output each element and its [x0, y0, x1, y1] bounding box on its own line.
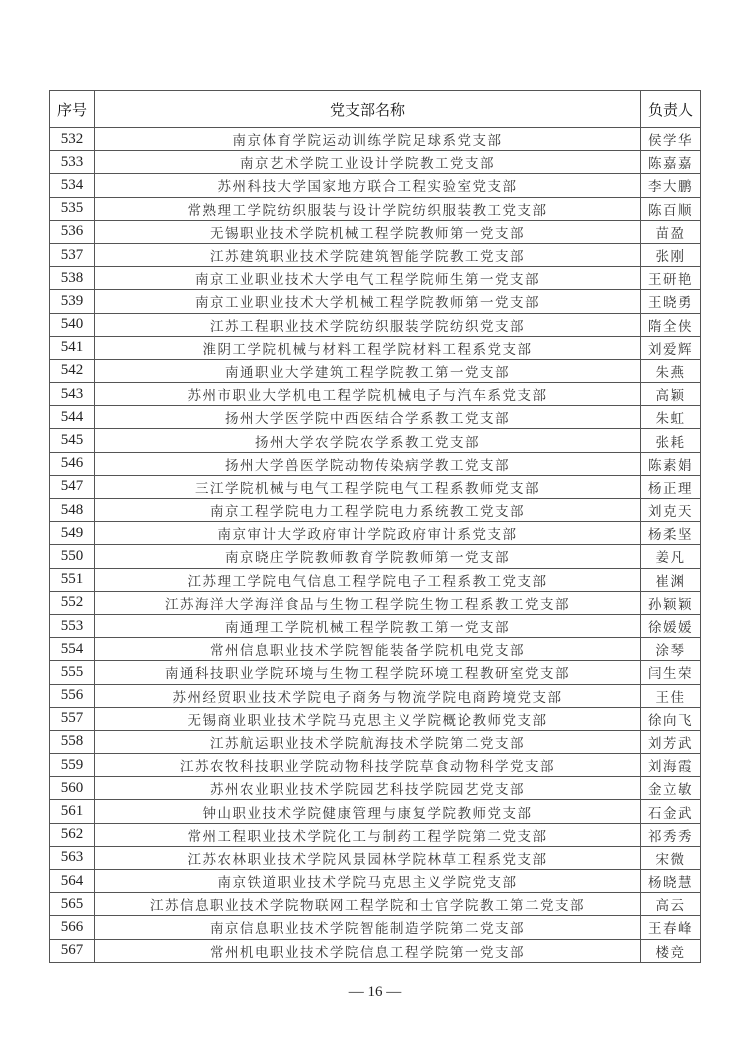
row-leader: 王春峰	[641, 916, 701, 939]
row-branch-name: 江苏工程职业技术学院纺织服装学院纺织党支部	[95, 313, 641, 336]
row-leader: 徐向飞	[641, 707, 701, 730]
row-branch-name: 三江学院机械与电气工程学院电气工程系教师党支部	[95, 475, 641, 498]
table-row	[50, 499, 701, 522]
table-row	[50, 870, 701, 893]
row-branch-name: 江苏航运职业技术学院航海技术学院第二党支部	[95, 730, 641, 753]
row-leader: 宋微	[641, 846, 701, 869]
row-index: 547	[50, 475, 95, 498]
table-row	[50, 452, 701, 475]
row-leader: 石金武	[641, 800, 701, 823]
row-index: 559	[50, 754, 95, 777]
row-index: 532	[50, 128, 95, 151]
row-leader: 朱燕	[641, 359, 701, 382]
table-row	[50, 522, 701, 545]
table-row	[50, 707, 701, 730]
row-leader: 杨柔坚	[641, 522, 701, 545]
row-index: 545	[50, 429, 95, 452]
row-leader: 王研艳	[641, 267, 701, 290]
row-branch-name: 常州信息职业技术学院智能装备学院机电党支部	[95, 638, 641, 661]
row-leader: 高颖	[641, 383, 701, 406]
row-leader: 刘芳武	[641, 730, 701, 753]
row-index: 541	[50, 336, 95, 359]
table-row	[50, 638, 701, 661]
row-branch-name: 南京工程学院电力工程学院电力系统教工党支部	[95, 499, 641, 522]
row-branch-name: 无锡职业技术学院机械工程学院教师第一党支部	[95, 220, 641, 243]
row-leader: 王晓勇	[641, 290, 701, 313]
row-leader: 闫生荣	[641, 661, 701, 684]
row-branch-name: 常州机电职业技术学院信息工程学院第一党支部	[95, 939, 641, 962]
table-row	[50, 730, 701, 753]
row-leader: 姜凡	[641, 545, 701, 568]
table-row	[50, 661, 701, 684]
row-index: 538	[50, 267, 95, 290]
row-branch-name: 南通理工学院机械工程学院教工第一党支部	[95, 614, 641, 637]
table-row	[50, 916, 701, 939]
table-row	[50, 614, 701, 637]
row-leader: 金立敏	[641, 777, 701, 800]
row-leader: 陈素娟	[641, 452, 701, 475]
row-index: 564	[50, 870, 95, 893]
table-row	[50, 406, 701, 429]
row-leader: 涂琴	[641, 638, 701, 661]
header-index: 序号	[50, 91, 95, 128]
table-row	[50, 290, 701, 313]
row-branch-name: 江苏海洋大学海洋食品与生物工程学院生物工程系教工党支部	[95, 591, 641, 614]
row-index: 561	[50, 800, 95, 823]
row-leader: 侯学华	[641, 128, 701, 151]
table-row	[50, 545, 701, 568]
table-row	[50, 800, 701, 823]
row-index: 548	[50, 499, 95, 522]
row-index: 552	[50, 591, 95, 614]
row-branch-name: 南京信息职业技术学院智能制造学院第二党支部	[95, 916, 641, 939]
table-row	[50, 846, 701, 869]
row-index: 551	[50, 568, 95, 591]
table-row	[50, 777, 701, 800]
row-leader: 隋全侠	[641, 313, 701, 336]
table-row	[50, 591, 701, 614]
table-row	[50, 220, 701, 243]
table-row	[50, 684, 701, 707]
table-row	[50, 313, 701, 336]
row-index: 542	[50, 359, 95, 382]
row-leader: 朱虹	[641, 406, 701, 429]
row-branch-name: 江苏信息职业技术学院物联网工程学院和士官学院教工第二党支部	[95, 893, 641, 916]
row-index: 558	[50, 730, 95, 753]
table-header-row	[50, 91, 701, 128]
row-index: 543	[50, 383, 95, 406]
party-branch-table	[49, 90, 701, 963]
row-leader: 高云	[641, 893, 701, 916]
row-branch-name: 南通科技职业学院环境与生物工程学院环境工程教研室党支部	[95, 661, 641, 684]
table-row	[50, 359, 701, 382]
row-leader: 张刚	[641, 243, 701, 266]
row-branch-name: 南京晓庄学院教师教育学院教师第一党支部	[95, 545, 641, 568]
table-row	[50, 429, 701, 452]
row-index: 563	[50, 846, 95, 869]
row-leader: 杨正理	[641, 475, 701, 498]
row-leader: 崔渊	[641, 568, 701, 591]
table-row	[50, 336, 701, 359]
row-index: 537	[50, 243, 95, 266]
row-index: 539	[50, 290, 95, 313]
row-branch-name: 扬州大学农学院农学系教工党支部	[95, 429, 641, 452]
row-leader: 李大鹏	[641, 174, 701, 197]
table-row	[50, 754, 701, 777]
table-row	[50, 197, 701, 220]
row-leader: 刘爱辉	[641, 336, 701, 359]
row-branch-name: 苏州市职业大学机电工程学院机械电子与汽车系党支部	[95, 383, 641, 406]
row-index: 567	[50, 939, 95, 962]
row-leader: 徐媛媛	[641, 614, 701, 637]
row-leader: 苗盈	[641, 220, 701, 243]
row-branch-name: 南京铁道职业技术学院马克思主义学院党支部	[95, 870, 641, 893]
row-branch-name: 常州工程职业技术学院化工与制药工程学院第二党支部	[95, 823, 641, 846]
row-leader: 刘克天	[641, 499, 701, 522]
header-branch-name: 党支部名称	[95, 91, 641, 128]
row-index: 554	[50, 638, 95, 661]
row-leader: 杨晓慧	[641, 870, 701, 893]
row-index: 550	[50, 545, 95, 568]
page-number: — 16 —	[348, 984, 402, 1000]
row-leader: 刘海霞	[641, 754, 701, 777]
row-branch-name: 常熟理工学院纺织服装与设计学院纺织服装教工党支部	[95, 197, 641, 220]
table-row	[50, 383, 701, 406]
row-index: 534	[50, 174, 95, 197]
row-branch-name: 南京工业职业技术大学电气工程学院师生第一党支部	[95, 267, 641, 290]
row-index: 535	[50, 197, 95, 220]
row-index: 560	[50, 777, 95, 800]
row-index: 540	[50, 313, 95, 336]
row-branch-name: 苏州农业职业技术学院园艺科技学院园艺党支部	[95, 777, 641, 800]
row-index: 546	[50, 452, 95, 475]
row-branch-name: 江苏建筑职业技术学院建筑智能学院教工党支部	[95, 243, 641, 266]
table-row	[50, 939, 701, 962]
row-index: 555	[50, 661, 95, 684]
row-branch-name: 无锡商业职业技术学院马克思主义学院概论教师党支部	[95, 707, 641, 730]
table-row	[50, 823, 701, 846]
row-index: 533	[50, 151, 95, 174]
row-branch-name: 淮阴工学院机械与材料工程学院材料工程系党支部	[95, 336, 641, 359]
row-index: 566	[50, 916, 95, 939]
table-row	[50, 151, 701, 174]
row-branch-name: 扬州大学兽医学院动物传染病学教工党支部	[95, 452, 641, 475]
row-branch-name: 南通职业大学建筑工程学院教工第一党支部	[95, 359, 641, 382]
row-branch-name: 江苏农林职业技术学院风景园林学院林草工程系党支部	[95, 846, 641, 869]
row-branch-name: 江苏农牧科技职业学院动物科技学院草食动物科学党支部	[95, 754, 641, 777]
row-branch-name: 江苏理工学院电气信息工程学院电子工程系教工党支部	[95, 568, 641, 591]
row-leader: 陈嘉嘉	[641, 151, 701, 174]
row-leader: 陈百顺	[641, 197, 701, 220]
table-row	[50, 243, 701, 266]
table-row	[50, 128, 701, 151]
row-index: 544	[50, 406, 95, 429]
row-index: 562	[50, 823, 95, 846]
row-branch-name: 南京体育学院运动训练学院足球系党支部	[95, 128, 641, 151]
row-index: 536	[50, 220, 95, 243]
table-row	[50, 174, 701, 197]
table-row	[50, 568, 701, 591]
table-body	[50, 128, 701, 963]
row-index: 549	[50, 522, 95, 545]
row-leader: 王佳	[641, 684, 701, 707]
row-index: 557	[50, 707, 95, 730]
row-branch-name: 钟山职业技术学院健康管理与康复学院教师党支部	[95, 800, 641, 823]
row-index: 556	[50, 684, 95, 707]
row-branch-name: 苏州经贸职业技术学院电子商务与物流学院电商跨境党支部	[95, 684, 641, 707]
row-branch-name: 南京审计大学政府审计学院政府审计系党支部	[95, 522, 641, 545]
row-leader: 楼竞	[641, 939, 701, 962]
row-branch-name: 南京工业职业技术大学机械工程学院教师第一党支部	[95, 290, 641, 313]
row-index: 565	[50, 893, 95, 916]
row-leader: 孙颖颖	[641, 591, 701, 614]
row-branch-name: 苏州科技大学国家地方联合工程实验室党支部	[95, 174, 641, 197]
header-leader: 负责人	[641, 91, 701, 128]
row-leader: 张耗	[641, 429, 701, 452]
row-branch-name: 南京艺术学院工业设计学院教工党支部	[95, 151, 641, 174]
row-index: 553	[50, 614, 95, 637]
row-branch-name: 扬州大学医学院中西医结合学系教工党支部	[95, 406, 641, 429]
table-row	[50, 475, 701, 498]
table-row	[50, 893, 701, 916]
table-row	[50, 267, 701, 290]
row-leader: 祁秀秀	[641, 823, 701, 846]
